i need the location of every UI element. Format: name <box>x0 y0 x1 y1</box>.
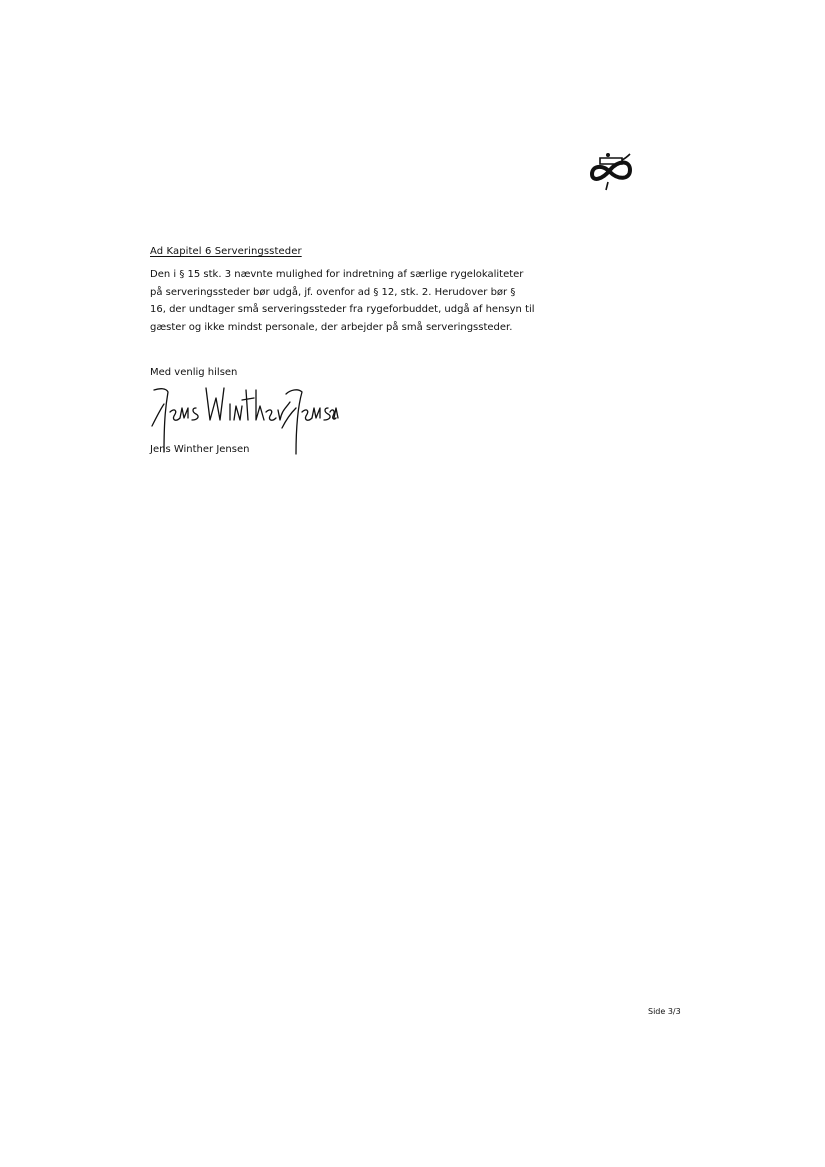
body-line: 16, der undtager små serveringssteder fra rygeforbuddet, udgå af hensyn til <box>150 304 535 315</box>
section-heading: Ad Kapitel 6 Serveringssteder <box>150 246 302 257</box>
page-number: Side 3/3 <box>648 1007 681 1016</box>
infinity-snake-logo-icon <box>586 148 638 192</box>
section-body <box>150 266 570 336</box>
body-line: gæster og ikke mindst personale, der arbejder på små serveringssteder. <box>150 321 513 333</box>
signer-name: Jens Winther Jensen <box>150 444 250 455</box>
closing-greeting: Med venlig hilsen <box>150 367 238 378</box>
body-line: på serveringssteder bør udgå, jf. ovenfor ad § 12, stk. 2. Herudover bør § <box>150 286 516 298</box>
body-line: Den i § 15 stk. 3 nævnte mulighed for indretning af særlige rygelokaliteter <box>150 269 524 280</box>
